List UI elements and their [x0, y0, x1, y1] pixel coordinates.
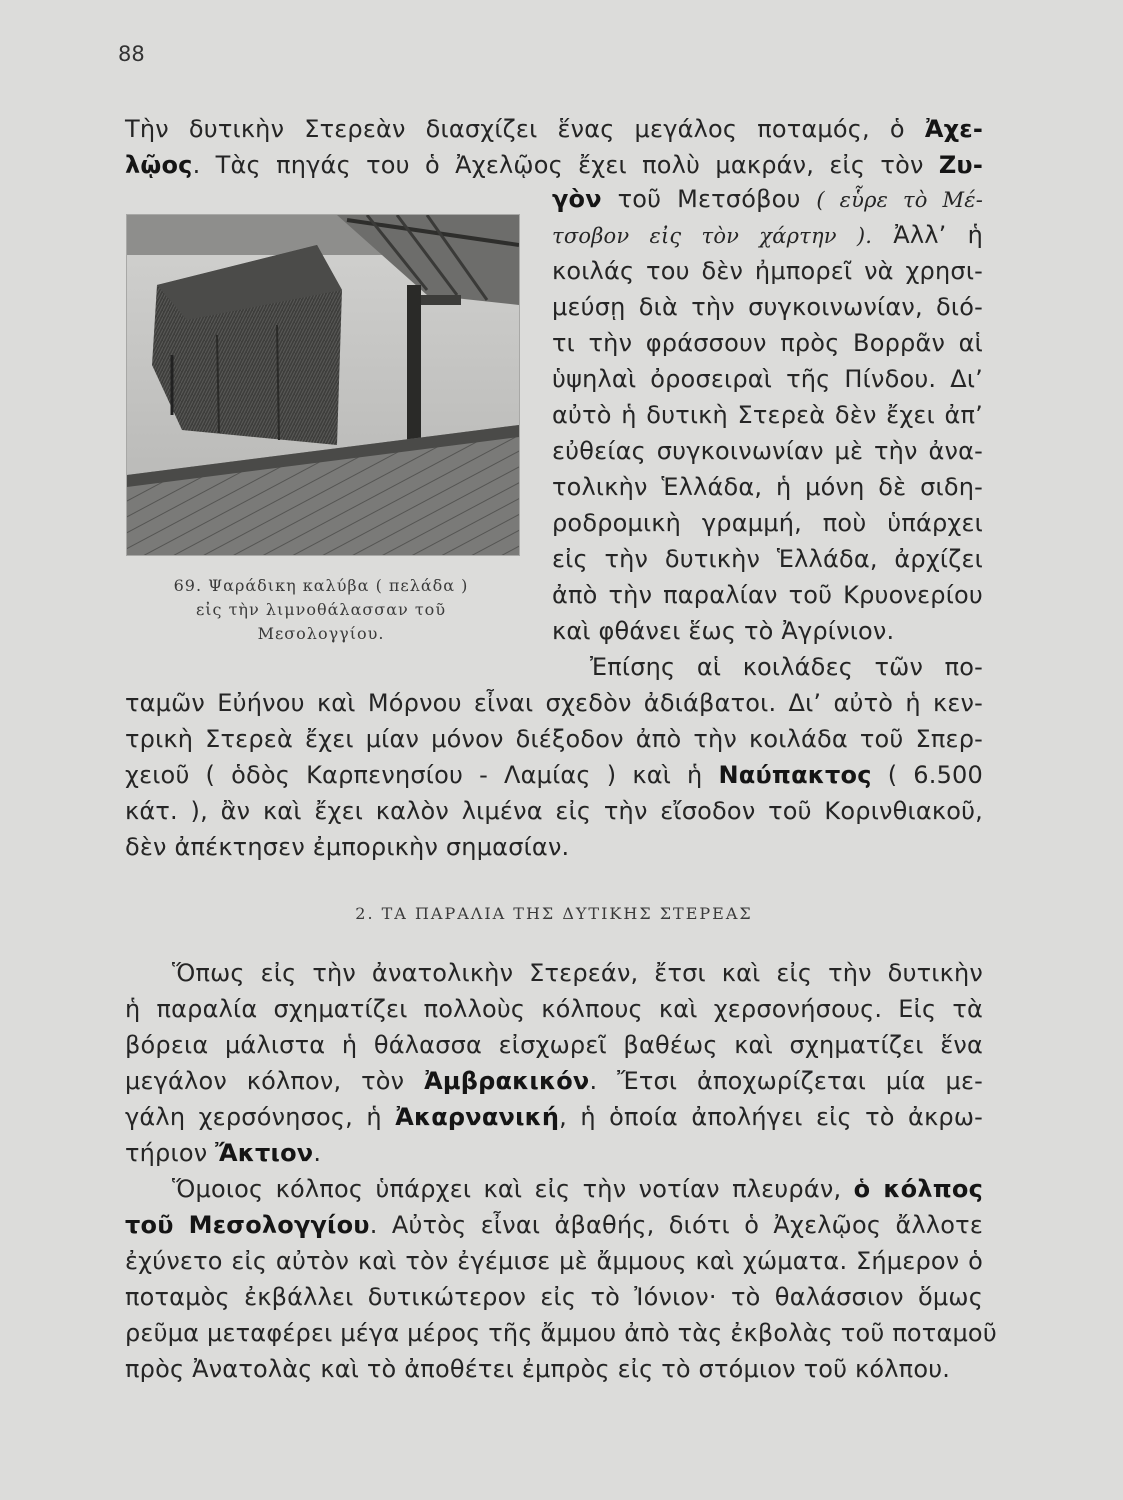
p1-line-3 — [552, 182, 983, 216]
text: . Ἔτσι ἀποχωρίζεται μία με- — [589, 1067, 983, 1095]
p2-line-6: δὲν ἀπέκτησεν ἐμπορικὴν σημασίαν. — [125, 833, 570, 861]
text: ( 6.500 — [871, 761, 983, 789]
p1-line-5: κοιλάς του δὲν ἠμπορεῖ νὰ χρησι- — [552, 257, 983, 285]
p3-line-3: βόρεια μάλιστα ἡ θάλασσα εἰσχωρεῖ βαθέως καὶ σχηματίζει ἕνα — [125, 1031, 983, 1059]
italic-text: ( εὗρε τὸ Μέ- — [816, 188, 983, 212]
text: τοῦ Μετσόβου — [601, 185, 817, 213]
bold-term: Ναύπακτος — [718, 761, 872, 789]
bold-term: τοῦ Μεσολογγίου — [125, 1211, 370, 1239]
p2-line-1: Ἐπίσης αἱ κοιλάδες τῶν πο- — [590, 653, 983, 681]
p1-line-14: ἀπὸ τὴν παραλίαν τοῦ Κρυονερίου — [552, 581, 983, 609]
text: χειοῦ ( ὁδὸς Καρπενησίου - Λαμίας ) καὶ ἡ — [125, 761, 719, 789]
figure-caption-line-1: 69. Ψαράδικη καλύβα ( πελάδα ) — [173, 576, 469, 595]
text: γάλη χερσόνησος, ἡ — [125, 1103, 396, 1131]
photo-fishing-hut — [126, 214, 520, 556]
p3-line-5 — [125, 1100, 983, 1134]
bold-term: Ἀμβρακικόν — [424, 1067, 590, 1095]
p3-line-6 — [125, 1136, 983, 1170]
p1-line-2 — [125, 148, 983, 182]
p1-line-13: εἰς τὴν δυτικὴν Ἑλλάδα, ἀρχίζει — [552, 545, 983, 573]
text: Τὴν δυτικὴν Στερεὰν διασχίζει ἕνας μεγάλος ποταμός, ὁ — [125, 115, 925, 143]
p4-line-3: ἐχύνετο εἰς αὐτὸν καὶ τὸν ἐγέμισε μὲ ἄμμους καὶ χώματα. Σήμερον ὁ — [125, 1247, 983, 1275]
p1-line-4 — [552, 218, 983, 252]
bold-term: Ἀκαρνανική — [395, 1103, 560, 1131]
page-number: 88 — [118, 42, 145, 66]
text: μεγάλον κόλπον, τὸν — [125, 1067, 425, 1095]
p4-line-1 — [172, 1172, 983, 1206]
p1-line-6: μεύσῃ διὰ τὴν συγκοινωνίαν, διό- — [552, 293, 983, 321]
p4-line-6: πρὸς Ἀνατολὰς καὶ τὸ ἀποθέτει ἐμπρὸς εἰς τὸ στόμιον τοῦ κόλπου. — [125, 1355, 951, 1383]
p1-line-15: καὶ φθάνει ἕως τὸ Ἀγρίνιον. — [552, 617, 895, 645]
text: τήριον — [125, 1139, 216, 1167]
p3-line-4 — [125, 1064, 983, 1098]
p1-line-8: ὑψηλαὶ ὀροσειραὶ τῆς Πίνδου. Δι’ — [552, 365, 983, 393]
p2-line-3: τρικὴ Στερεὰ ἔχει μίαν μόνον διέξοδον ἀπὸ τὴν κοιλάδα τοῦ Σπερ- — [125, 725, 983, 753]
bold-term: ὁ κόλπος — [853, 1175, 983, 1203]
section-heading: 2. ΤΑ ΠΑΡΑΛΙΑ ΤΗΣ ΔΥΤΙΚΗΣ ΣΤΕΡΕΑΣ — [355, 904, 753, 923]
p2-line-2: ταμῶν Εὐήνου καὶ Μόρνου εἶναι σχεδὸν ἀδιάβατοι. Δι’ αὐτὸ ἡ κεν- — [125, 689, 983, 717]
p4-line-2 — [125, 1208, 983, 1242]
p1-line-10: εὐθείας συγκοινωνίαν μὲ τὴν ἀνα- — [552, 437, 983, 465]
p4-line-5: ρεῦμα μεταφέρει μέγα μέρος τῆς ἄμμου ἀπὸ τὰς ἐκβολὰς τοῦ ποταμοῦ — [125, 1319, 997, 1347]
bold-term: Ἀχε- — [924, 115, 983, 143]
text: , ἡ ὁποία ἀπολήγει εἰς τὸ ἀκρω- — [559, 1103, 983, 1131]
p4-line-4: ποταμὸς ἐκβάλλει δυτικώτερον εἰς τὸ Ἰόνιον· τὸ θαλάσσιον ὅμως — [125, 1283, 983, 1311]
bold-term: γὸν — [552, 185, 602, 213]
p2-line-4 — [125, 758, 983, 792]
bold-term: Ζυ- — [938, 151, 983, 179]
bold-term: Ἄκτιον — [215, 1139, 314, 1167]
p1-line-11: τολικὴν Ἑλλάδα, ἡ μόνη δὲ σιδη- — [552, 473, 983, 501]
figure-caption-line-3: Μεσολογγίου. — [257, 624, 385, 643]
figure-caption-line-2: εἰς τὴν λιμνοθάλασσαν τοῦ — [195, 600, 447, 619]
bold-term: λῷος — [125, 151, 193, 179]
p2-line-5: κάτ. ), ἂν καὶ ἔχει καλὸν λιμένα εἰς τὴν εἴσοδον τοῦ Κορινθιακοῦ, — [125, 797, 983, 825]
photo-illustration — [127, 215, 519, 555]
p1-line-1 — [125, 112, 983, 146]
p1-line-12: ροδρομικὴ γραμμή, ποὺ ὑπάρχει — [552, 509, 983, 537]
p1-line-7: τι τὴν φράσσουν πρὸς Βορρᾶν αἱ — [552, 329, 983, 357]
text: . — [313, 1139, 322, 1167]
italic-text: τσοβον εἰς τὸν χάρτην ). — [552, 224, 873, 248]
text: . Τὰς πηγάς του ὁ Ἀχελῷος ἔχει πολὺ μακράν, εἰς τὸν — [192, 151, 939, 179]
p3-line-2: ἡ παραλία σχηματίζει πολλοὺς κόλπους καὶ χερσονήσους. Εἰς τὰ — [125, 995, 983, 1023]
text: Ἀλλ’ ἡ — [872, 221, 983, 249]
text: Ὅμοιος κόλπος ὑπάρχει καὶ εἰς τὴν νοτίαν πλευράν, — [172, 1175, 854, 1203]
p3-line-1: Ὅπως εἰς τὴν ἀνατολικὴν Στερεάν, ἔτσι καὶ εἰς τὴν δυτικὴν — [172, 959, 983, 987]
text: . Αὐτὸς εἶναι ἀβαθής, διότι ὁ Ἀχελῷος ἄλλοτε — [369, 1211, 983, 1239]
p1-line-9: αὐτὸ ἡ δυτικὴ Στερεὰ δὲν ἔχει ἀπ’ — [552, 401, 983, 429]
